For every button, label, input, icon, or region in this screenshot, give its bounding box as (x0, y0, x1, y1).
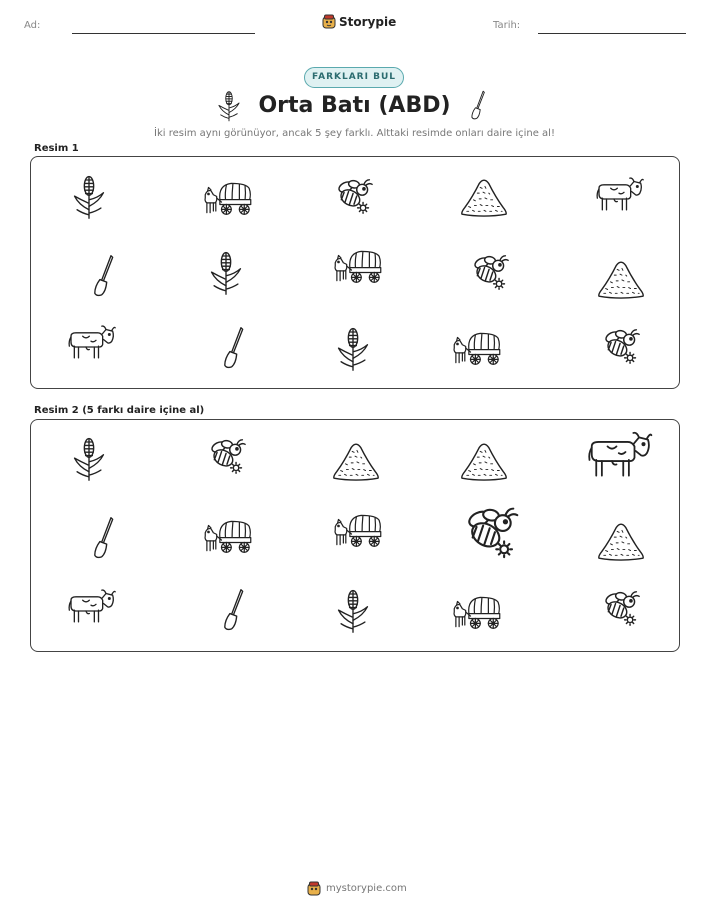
instructions: İki resim aynı görünüyor, ancak 5 şey farklı. Alttaki resimde onları daire içine al! (154, 128, 555, 139)
name-line[interactable] (72, 33, 255, 34)
bee-icon[interactable] (601, 590, 641, 628)
covered-wagon-icon[interactable] (202, 518, 254, 554)
covered-wagon-icon[interactable] (332, 248, 384, 284)
brand-logo (322, 14, 396, 29)
storypie-mascot-icon (307, 881, 321, 896)
name-label: Ad: (24, 20, 41, 31)
covered-wagon-icon[interactable] (202, 180, 254, 216)
corn-icon[interactable] (209, 250, 243, 296)
bee-icon[interactable] (334, 178, 374, 216)
corn-icon[interactable] (72, 436, 106, 482)
bee-icon[interactable] (601, 328, 641, 366)
corn-icon[interactable] (72, 174, 106, 220)
footer (307, 881, 407, 896)
cow-icon[interactable] (585, 430, 653, 479)
cow-icon[interactable] (594, 176, 644, 212)
bee-icon[interactable] (207, 438, 247, 476)
shovel-icon[interactable] (92, 516, 118, 562)
worksheet-tag: FARKLARI BUL (304, 67, 404, 88)
grain-pile-icon[interactable] (596, 518, 646, 562)
bee-icon[interactable] (470, 254, 510, 292)
date-label: Tarih: (493, 20, 521, 31)
covered-wagon-icon[interactable] (332, 512, 384, 548)
grain-pile-icon[interactable] (459, 174, 509, 218)
shovel-icon[interactable] (222, 326, 248, 372)
cow-icon[interactable] (66, 324, 116, 360)
shovel-icon[interactable] (92, 254, 118, 300)
corn-icon[interactable] (336, 588, 370, 634)
shovel-icon (470, 90, 488, 126)
grain-pile-icon[interactable] (459, 438, 509, 482)
grain-pile-icon[interactable] (596, 256, 646, 300)
bee-icon[interactable] (462, 506, 520, 561)
cow-icon[interactable] (66, 588, 116, 624)
brand-name: Storypie (339, 14, 397, 29)
footer-url[interactable]: mystorypie.com (326, 883, 407, 894)
covered-wagon-icon[interactable] (451, 594, 503, 630)
page-title: Orta Batı (ABD) (258, 93, 451, 118)
storypie-mascot-icon (322, 14, 336, 29)
picture1-label: Resim 1 (34, 143, 79, 154)
shovel-icon[interactable] (222, 588, 248, 634)
covered-wagon-icon[interactable] (451, 330, 503, 366)
grain-pile-icon[interactable] (331, 438, 381, 482)
date-line[interactable] (538, 33, 686, 34)
corn-icon[interactable] (336, 326, 370, 372)
picture2-label: Resim 2 (5 farkı daire içine al) (34, 405, 205, 416)
